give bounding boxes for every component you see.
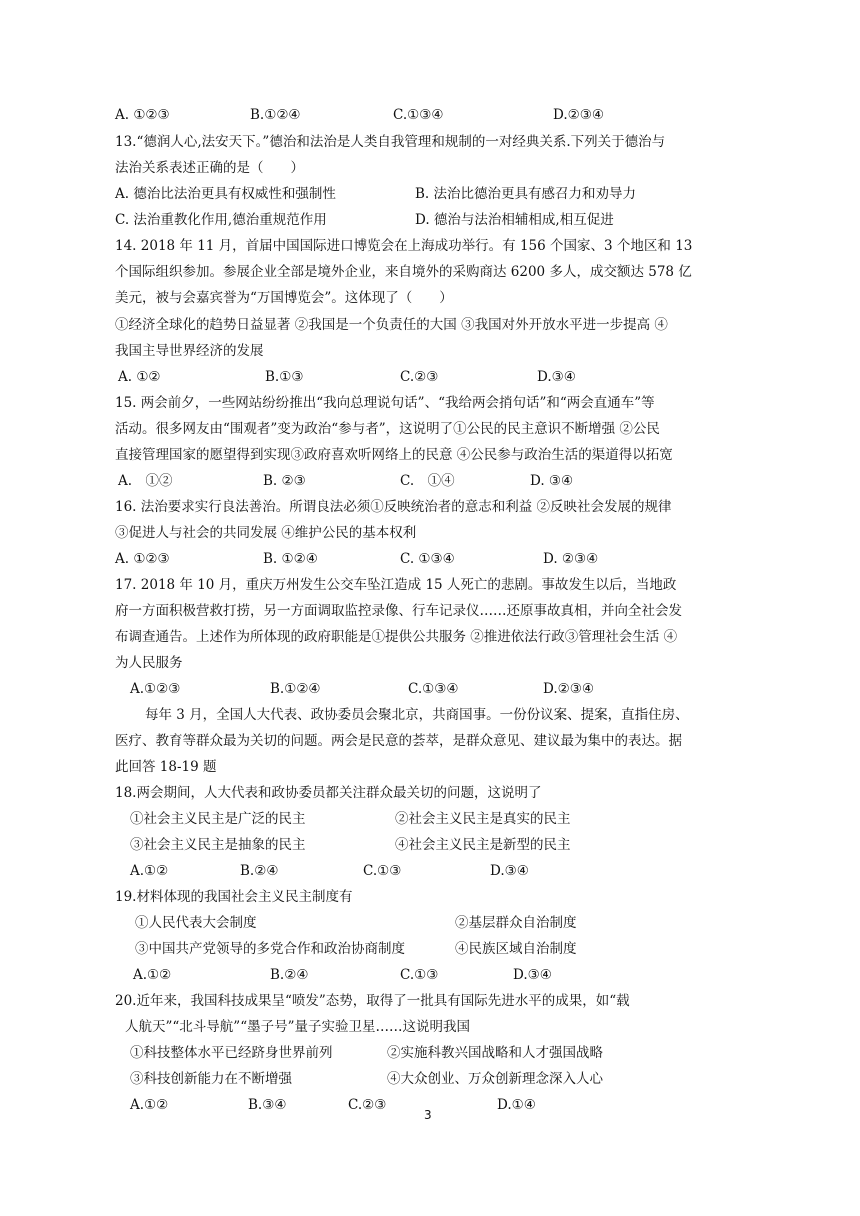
- option-d: D.③④: [537, 369, 576, 385]
- statement-1: ①人民代表大会制度: [135, 915, 257, 931]
- option-c: C.②③: [400, 369, 439, 385]
- q14-stem-line: 14. 2018 年 11 月，首届中国国际进口博览会在上海成功举行。有 156 个国家、3 个地区和 13: [115, 238, 693, 254]
- option-b: B. 法治比德治更具有感召力和劝导力: [415, 186, 637, 202]
- statement-1: ①社会主义民主是广泛的民主: [130, 811, 306, 827]
- option-b: B.①②④: [270, 681, 321, 697]
- statement-2: ②实施科教兴国战略和人才强国战略: [387, 1045, 603, 1061]
- q14-stem-line: 美元，被与会嘉宾誉为“万国博览会”。这体现了（ ）: [115, 290, 453, 306]
- q17-stem-line: 布调查通告。上述作为所体现的政府职能是①提供公共服务 ②推进依法行政③管理社会生活 ④: [115, 629, 678, 645]
- option-c: C. ①④: [400, 473, 455, 489]
- option-d: D.①④: [497, 1097, 536, 1113]
- q13-stem-line: 法治关系表述正确的是（ ）: [115, 160, 304, 176]
- q16-stem-line: 16. 法治要求实行良法善治。所谓良法必须①反映统治者的意志和利益 ②反映社会发展的规律: [115, 499, 672, 515]
- option-d: D.③④: [513, 967, 552, 983]
- q17-stem-line: 为人民服务: [115, 655, 183, 671]
- q19-items-row: [0, 910, 860, 936]
- option-d: D. ③④: [530, 473, 574, 489]
- material-line: 每年 3 月，全国人大代表、政协委员会聚北京，共商国事。一份份议案、提案，直指住房、: [145, 707, 689, 723]
- q13-options-row: [0, 207, 860, 233]
- option-a: A.①②③: [130, 681, 181, 697]
- q17-stem-line: 17. 2018 年 10 月，重庆万州发生公交车坠江造成 15 人死亡的悲剧。事故发生以后，当地政: [115, 577, 677, 593]
- q14-options: [0, 364, 860, 390]
- option-b: B. ②③: [263, 473, 306, 489]
- q15-options: [0, 468, 860, 494]
- q14-stem-line: 个国际组织参加。参展企业全部是境外企业，来自境外的采购商达 6200 多人，成交额达 578 亿: [115, 264, 692, 280]
- q19-stem: 19.材料体现的我国社会主义民主制度有: [115, 889, 353, 905]
- q17-stem-line: 府一方面积极营救打捞，另一方面调取监控录像、行车记录仪……还原事故真相，并向全社会发: [115, 603, 682, 619]
- option-b: B.①③: [265, 369, 304, 385]
- statement-4: ④社会主义民主是新型的民主: [395, 837, 571, 853]
- q12-options: [0, 102, 860, 128]
- option-a: A. ①②: [118, 369, 161, 385]
- q15-stem-line: 活动。很多网友由“围观者”变为政治“参与者”，这说明了①公民的民主意识不断增强 ②公民: [115, 421, 660, 437]
- q20-stem-line: 20.近年来，我国科技成果呈“喷发”态势，取得了一批具有国际先进水平的成果，如“载: [115, 993, 630, 1009]
- option-d: D.③④: [490, 863, 529, 879]
- option-c: C.②③: [348, 1097, 387, 1113]
- q15-stem-line: 直接管理国家的愿望得到实现③政府喜欢听网络上的民意 ④公民参与政治生活的渠道得以拓宽: [115, 447, 673, 463]
- option-a: A. 德治比法治更具有权威性和强制性: [115, 186, 336, 202]
- option-b: B.②④: [240, 863, 279, 879]
- q13-options-row: [0, 181, 860, 207]
- option-b: B.③④: [248, 1097, 287, 1113]
- statement-3: ③科技创新能力在不断增强: [130, 1071, 292, 1087]
- q19-options: [0, 962, 860, 988]
- q16-stem-line: ③促进人与社会的共同发展 ④维护公民的基本权利: [115, 525, 417, 541]
- option-c: C.①③: [400, 967, 439, 983]
- q20-stem-line: 人航天”“北斗导航”“墨子号”量子实验卫星……这说明我国: [125, 1019, 471, 1035]
- option-d: D. 德治与法治相辅相成,相互促进: [415, 212, 614, 228]
- option-b: B.②④: [270, 967, 309, 983]
- option-a: A. ①②③: [115, 551, 170, 567]
- q16-options: [0, 546, 860, 572]
- option-c: C. 法治重教化作用,德治重规范作用: [115, 212, 327, 228]
- statement-1: ①科技整体水平已经跻身世界前列: [130, 1045, 333, 1061]
- option-d: D.②③④: [553, 107, 604, 123]
- option-c: C. ①③④: [400, 551, 455, 567]
- statement-2: ②基层群众自治制度: [455, 915, 577, 931]
- option-a: A. ①②: [118, 473, 173, 489]
- statement-4: ④大众创业、万众创新理念深入人心: [387, 1071, 603, 1087]
- option-d: D. ②③④: [543, 551, 599, 567]
- q18-stem: 18.两会期间，人大代表和政协委员都关注群众最关切的问题，这说明了: [115, 785, 542, 801]
- q14-stem-line: ①经济全球化的趋势日益显著 ②我国是一个负责任的大国 ③我国对外开放水平进一步提高 ④: [115, 317, 668, 333]
- q18-items-row: [0, 806, 860, 832]
- option-c: C.①③: [363, 863, 402, 879]
- q17-options: [0, 676, 860, 702]
- option-c: C.①③④: [408, 681, 459, 697]
- material-line: 此回答 18-19 题: [115, 759, 217, 775]
- q18-options: [0, 858, 860, 884]
- option-a: A.①②: [130, 1097, 169, 1113]
- q20-items-row: [0, 1066, 860, 1092]
- option-b: B.①②④: [250, 107, 301, 123]
- q18-items-row: [0, 832, 860, 858]
- option-a: A. ①②③: [115, 107, 170, 123]
- option-d: D.②③④: [543, 681, 594, 697]
- material-line: 医疗、教育等群众最为关切的问题。两会是民意的荟萃，是群众意见、建议最为集中的表达。据: [115, 733, 682, 749]
- page-number: 3: [424, 1108, 432, 1122]
- statement-3: ③社会主义民主是抽象的民主: [130, 837, 306, 853]
- option-b: B. ①②④: [263, 551, 318, 567]
- option-a: A.①②: [130, 863, 169, 879]
- q14-stem-line: 我国主导世界经济的发展: [115, 343, 264, 359]
- q15-stem-line: 15. 两会前夕，一些网站纷纷推出“我向总理说句话”、“我给两会捎句话”和“两会直通车”等: [115, 395, 655, 411]
- statement-3: ③中国共产党领导的多党合作和政治协商制度: [135, 941, 405, 957]
- statement-2: ②社会主义民主是真实的民主: [395, 811, 571, 827]
- option-c: C.①③④: [393, 107, 444, 123]
- q19-items-row: [0, 936, 860, 962]
- q20-items-row: [0, 1040, 860, 1066]
- q13-stem-line: 13.“德润人心,法安天下。”德治和法治是人类自我管理和规制的一对经典关系.下列关于德治与: [115, 134, 666, 150]
- option-a: A.①②: [133, 967, 172, 983]
- statement-4: ④民族区域自治制度: [455, 941, 577, 957]
